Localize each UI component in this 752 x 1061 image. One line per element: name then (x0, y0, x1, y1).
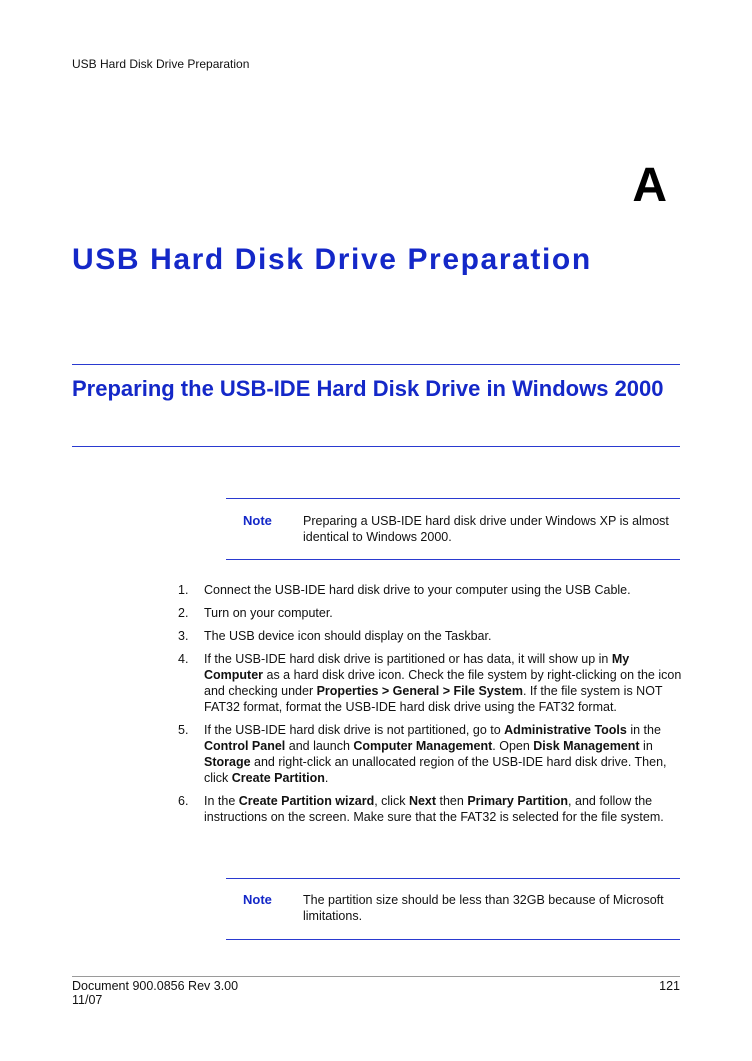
step-item (178, 651, 683, 715)
step-number: 5. (178, 723, 189, 737)
step-text: Turn on your computer. (204, 606, 333, 620)
note-2-label: Note (243, 892, 272, 907)
appendix-letter: A (632, 159, 667, 212)
running-header: USB Hard Disk Drive Preparation (72, 57, 250, 71)
step-text: The USB device icon should display on the Taskbar. (204, 629, 492, 643)
note-2-text: The partition size should be less than 32GB because of Microsoft limitations. (303, 893, 664, 923)
step-text: If the USB-IDE hard disk drive is partitioned or has data, it will show up in My Computer as a hard disk drive icon. Check the file system by right-clicking on the icon and checking under Properties > General > File System. If the file system is NOT FAT32 format, format the USB-IDE hard disk drive using the FAT32 format. (204, 652, 682, 714)
note-1-bottom-rule (226, 559, 680, 560)
footer-rule (72, 976, 680, 977)
step-number: 2. (178, 606, 189, 620)
chapter-title: USB Hard Disk Drive Preparation (72, 243, 592, 276)
step-number: 4. (178, 652, 189, 666)
step-text: If the USB-IDE hard disk drive is not partitioned, go to Administrative Tools in the Control Panel and launch Computer Management. Open Disk Management in Storage and right-click an unallocated region of the USB-IDE hard disk drive. Then, click Create Partition. (204, 723, 667, 785)
note-1-top-rule (226, 498, 680, 499)
footer-date: 11/07 (72, 993, 103, 1007)
step-number: 3. (178, 629, 189, 643)
step-text: In the Create Partition wizard, click Next then Primary Partition, and follow the instructions on the screen. Make sure that the FAT32 is selected for the file system. (204, 794, 664, 824)
note-1-text: Preparing a USB-IDE hard disk drive under Windows XP is almost identical to Windows 2000. (303, 514, 669, 544)
step-item (178, 582, 683, 598)
step-item (178, 605, 683, 621)
section-title: Preparing the USB-IDE Hard Disk Drive in Windows 2000 (72, 376, 664, 401)
procedure-steps (178, 582, 683, 832)
section-bottom-rule (72, 446, 680, 447)
step-text: Connect the USB-IDE hard disk drive to your computer using the USB Cable. (204, 583, 631, 597)
section-top-rule (72, 364, 680, 365)
footer-document-info (72, 979, 238, 1007)
step-number: 1. (178, 583, 189, 597)
step-item (178, 793, 683, 825)
note-1-label: Note (243, 513, 272, 528)
step-number: 6. (178, 794, 189, 808)
note-2-top-rule (226, 878, 680, 879)
note-2-bottom-rule (226, 939, 680, 940)
step-item (178, 722, 683, 786)
page-number: 121 (659, 979, 680, 993)
step-item (178, 628, 683, 644)
footer-document-number: Document 900.0856 Rev 3.00 (72, 979, 239, 993)
